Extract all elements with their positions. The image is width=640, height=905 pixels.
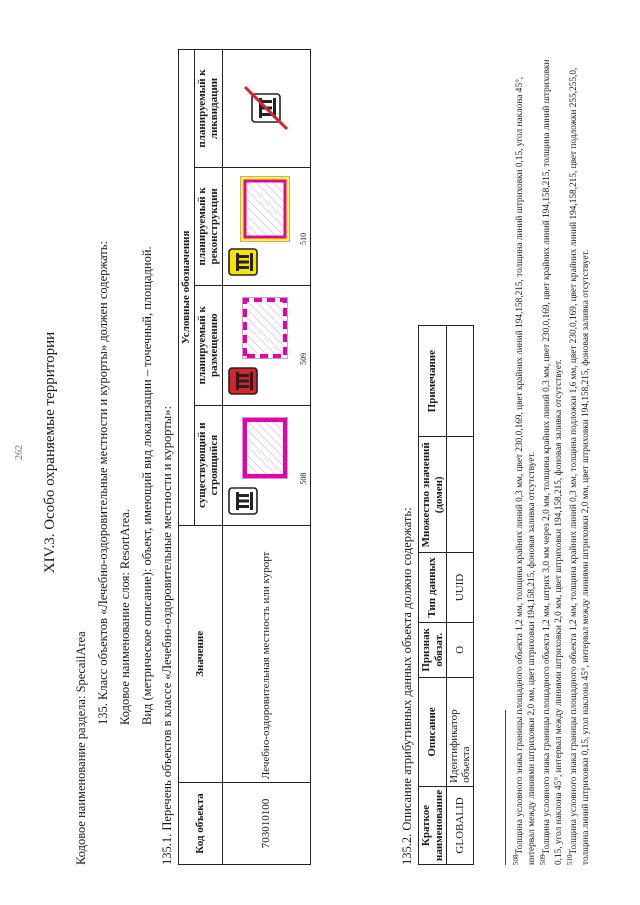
layer-code-line: Кодовое наименование слоя: ResortArea. xyxy=(118,509,132,725)
symbol-planned-placement xyxy=(225,292,307,398)
object-code: 703010100 xyxy=(222,783,310,865)
symbol-existing-cell xyxy=(222,405,310,525)
resort-icon-crossed xyxy=(241,83,291,133)
section-code-line: Кодовое наименование раздела: SpecailArea xyxy=(74,631,88,865)
table-row xyxy=(447,326,474,865)
resort-icon-red xyxy=(229,368,257,394)
area-symbol-dashed xyxy=(243,298,288,359)
symbol-planned-reconstruction-cell xyxy=(222,167,310,285)
attr-header-data-type: Тип данных xyxy=(419,553,447,622)
area-symbol-solid xyxy=(243,418,288,479)
objects-table xyxy=(178,49,311,865)
attr-header-domain: Множество значений (домен) xyxy=(419,437,447,553)
header-value: Значение xyxy=(179,525,223,783)
class-title: 135. Класс объектов «Лечебно-оздоровительные местности и курорты» должен содержать: xyxy=(96,241,110,725)
resort-icon-yellow xyxy=(229,249,257,275)
header-planned-reconstruction: планируемый к реконструкции xyxy=(194,167,222,285)
attr-cell xyxy=(447,437,474,553)
symbol-planned-reconstruction xyxy=(225,173,307,279)
footnotes xyxy=(512,45,592,865)
attr-cell xyxy=(447,326,474,437)
page-number: 262 xyxy=(14,445,25,460)
header-planned-liquidation: планируемый к ликвидации xyxy=(194,50,222,168)
metric-line: Вид (метрическое описание): объект, имеющий вид локализации – точечный, площадной. xyxy=(140,246,154,725)
attr-cell: GLOBALID xyxy=(447,786,474,864)
list-heading: 135.1. Перечень объектов в классе «Лечебно-оздоровительные местности и курорты»: xyxy=(160,406,174,865)
footnote-ref-509: 509 xyxy=(298,352,308,365)
attr-header-short-name: Краткое наименование xyxy=(419,786,447,864)
area-symbol-underlay xyxy=(241,177,290,242)
header-planned-placement: планируемый к размещению xyxy=(194,285,222,405)
object-value: Лечебно-оздоровительная местность или курорт xyxy=(222,525,310,783)
section-title: XIV.3. Особо охраняемые территории xyxy=(42,331,58,574)
attr-header-description: Описание xyxy=(419,678,447,787)
attr-cell: UUID xyxy=(447,553,474,622)
footnote-ref-510: 510 xyxy=(298,232,308,245)
header-code: Код объекта xyxy=(179,783,223,865)
header-existing: существующий и строящийся xyxy=(194,405,222,525)
symbol-existing xyxy=(225,412,307,518)
footnote-508: $^{508}$Толщина условного знака границы площадного объекта 1,2 мм, толщина крайних линий 0,3 мм, цвет 230,0,169, цвет крайних линий 194,158,215, толщина линий штриховки 0,15, угол наклона 45°, интервал между линиями штриховки 2,0 мм, цвет штриховки 194,158,215, фоновая заливка отсутствует. xyxy=(512,76,538,865)
header-conventional: Условные обозначения xyxy=(179,50,195,526)
symbol-planned-placement-cell xyxy=(222,285,310,405)
resort-icon-white xyxy=(229,488,257,514)
footnote-509: $^{509}$Толщина условного знака границы площадного объекта 1,2 мм, штрих 3,0 мм через 2,0 мм, толщина крайних линий 0,3 мм, цвет 230,0,169, цвет крайних линий 194,158,215, толщина линий штриховки 0,15, угол наклона 45°, интервал между линиями штриховки 2,0 мм, цвет штриховки 194,158,215, фоновая заливка отсутствует. xyxy=(538,59,565,865)
footnote-separator xyxy=(505,710,506,865)
attr-header-note: Примечание xyxy=(419,326,447,437)
attr-cell: О xyxy=(447,622,474,677)
attr-cell: Идентификатор объекта xyxy=(447,678,474,787)
footnote-ref-508: 508 xyxy=(298,472,308,485)
symbol-planned-liquidation-cell xyxy=(222,50,310,168)
attr-header-required: Признак обязат. xyxy=(419,622,447,677)
footnote-510: $^{510}$Толщина условного знака границы площадного объекта 1,2 мм, толщина крайних линий 0,3 мм, толщина подложки 1,6 мм, цвет 230,0,169, цвет крайних линий 194,158,215, цвет подложки 255,255,0, толщина линий штриховки 0,15, угол наклона 45°, интервал между линиями штриховки 2,0 мм, цвет штриховки 194,158,215, фоновая заливка отсутствует. xyxy=(565,67,592,865)
attributes-heading: 135.2. Описание атрибутивных данных объекта должно содержать: xyxy=(400,507,414,865)
attributes-table xyxy=(418,325,474,865)
